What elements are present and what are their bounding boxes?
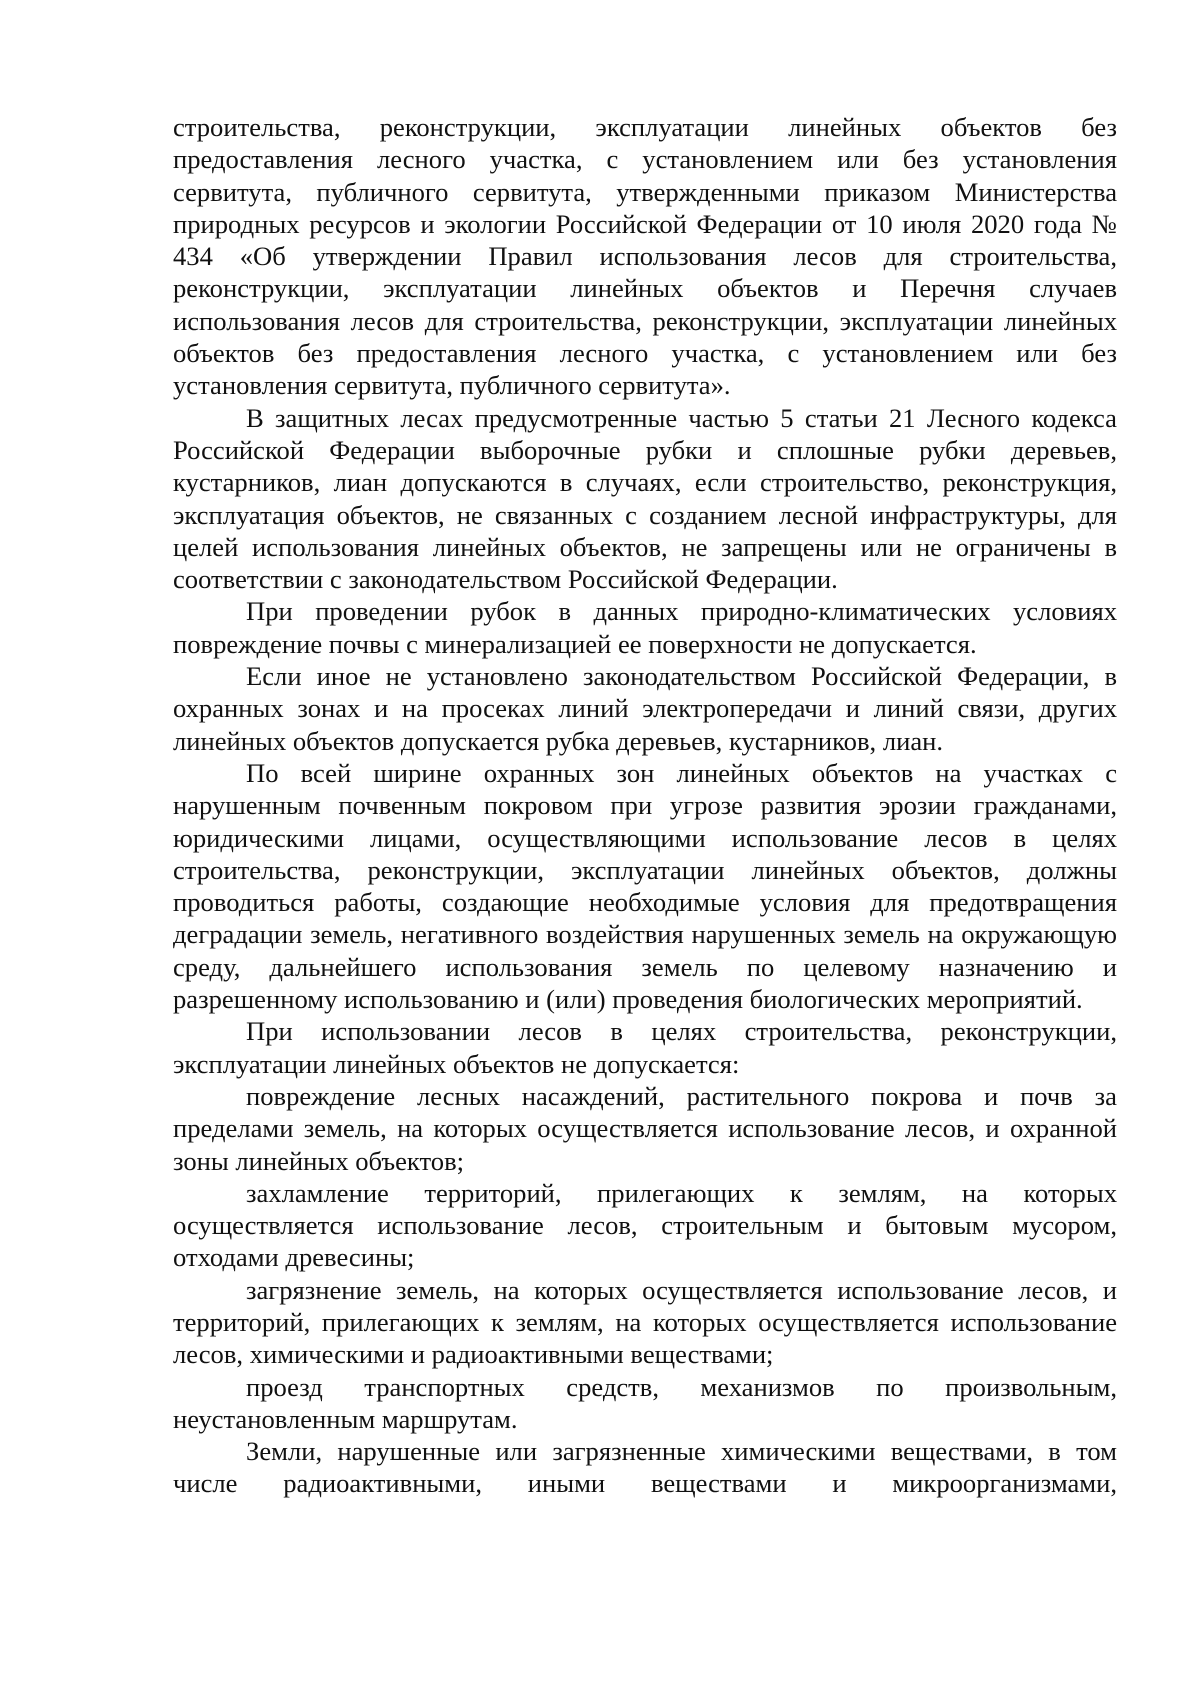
paragraph: По всей ширине охранных зон линейных объектов на участках с нарушенным почвенным покровом при угрозе развития эрозии гражданами, юридическими лицами, осуществляющими использование лесов в целях строительства, реконструкции, эксплуатации линейных объектов, должны проводиться работы, создающие необходимые условия для предотвращения деградации земель, негативного воздействия нарушенных земель на окружающую среду, дальнейшего использования земель по целевому назначению и разрешенному использованию и (или) проведения биологических мероприятий. (173, 757, 1117, 1015)
paragraph: строительства, реконструкции, эксплуатации линейных объектов без предоставления лесного участка, с установлением или без установления сервитута, публичного сервитута, утвержденными приказом Министерства природных ресурсов и экологии Российской Федерации от 10 июля 2020 года № 434 «Об утверждении Правил использования лесов для строительства, реконструкции, эксплуатации линейных объектов и Перечня случаев использования лесов для строительства, реконструкции, эксплуатации линейных объектов без предоставления лесного участка, с установлением или без установления сервитута, публичного сервитута». (173, 112, 1117, 401)
paragraph: Если иное не установлено законодательством Российской Федерации, в охранных зонах и на просеках линий электропередачи и линий связи, других линейных объектов допускается рубка деревьев, кустарников, лиан. (173, 661, 1117, 756)
paragraph: При использовании лесов в целях строительства, реконструкции, эксплуатации линейных объектов не допускается: (173, 1016, 1117, 1079)
list-item: повреждение лесных насаждений, растительного покрова и почв за пределами земель, на которых осуществляется использование лесов, и охранной зоны линейных объектов; (173, 1080, 1117, 1176)
paragraph: При проведении рубок в данных природно-климатических условиях повреждение почвы с минерализацией ее поверхности не допускается. (173, 596, 1117, 659)
paragraph: В защитных лесах предусмотренные частью 5 статьи 21 Лесного кодекса Российской Федерации выборочные рубки и сплошные рубки деревьев, кустарников, лиан допускаются в случаях, если строительство, реконструкция, эксплуатация объектов, не связанных с созданием лесной инфраструктуры, для целей использования линейных объектов, не запрещены или не ограничены в соответствии с законодательством Российской Федерации. (173, 402, 1117, 595)
document-body (173, 111, 1117, 1500)
paragraph: Земли, нарушенные или загрязненные химическими веществами, в том числе радиоактивными, иными веществами и микроорганизмами, (173, 1436, 1117, 1499)
list-item: проезд транспортных средств, механизмов по произвольным, неустановленным маршрутам. (173, 1371, 1117, 1434)
list-item: захламление территорий, прилегающих к землям, на которых осуществляется использование лесов, строительным и бытовым мусором, отходами древесины; (173, 1177, 1117, 1273)
list-item: загрязнение земель, на которых осуществляется использование лесов, и территорий, прилегающих к землям, на которых осуществляется использование лесов, химическими и радиоактивными веществами; (173, 1274, 1117, 1370)
